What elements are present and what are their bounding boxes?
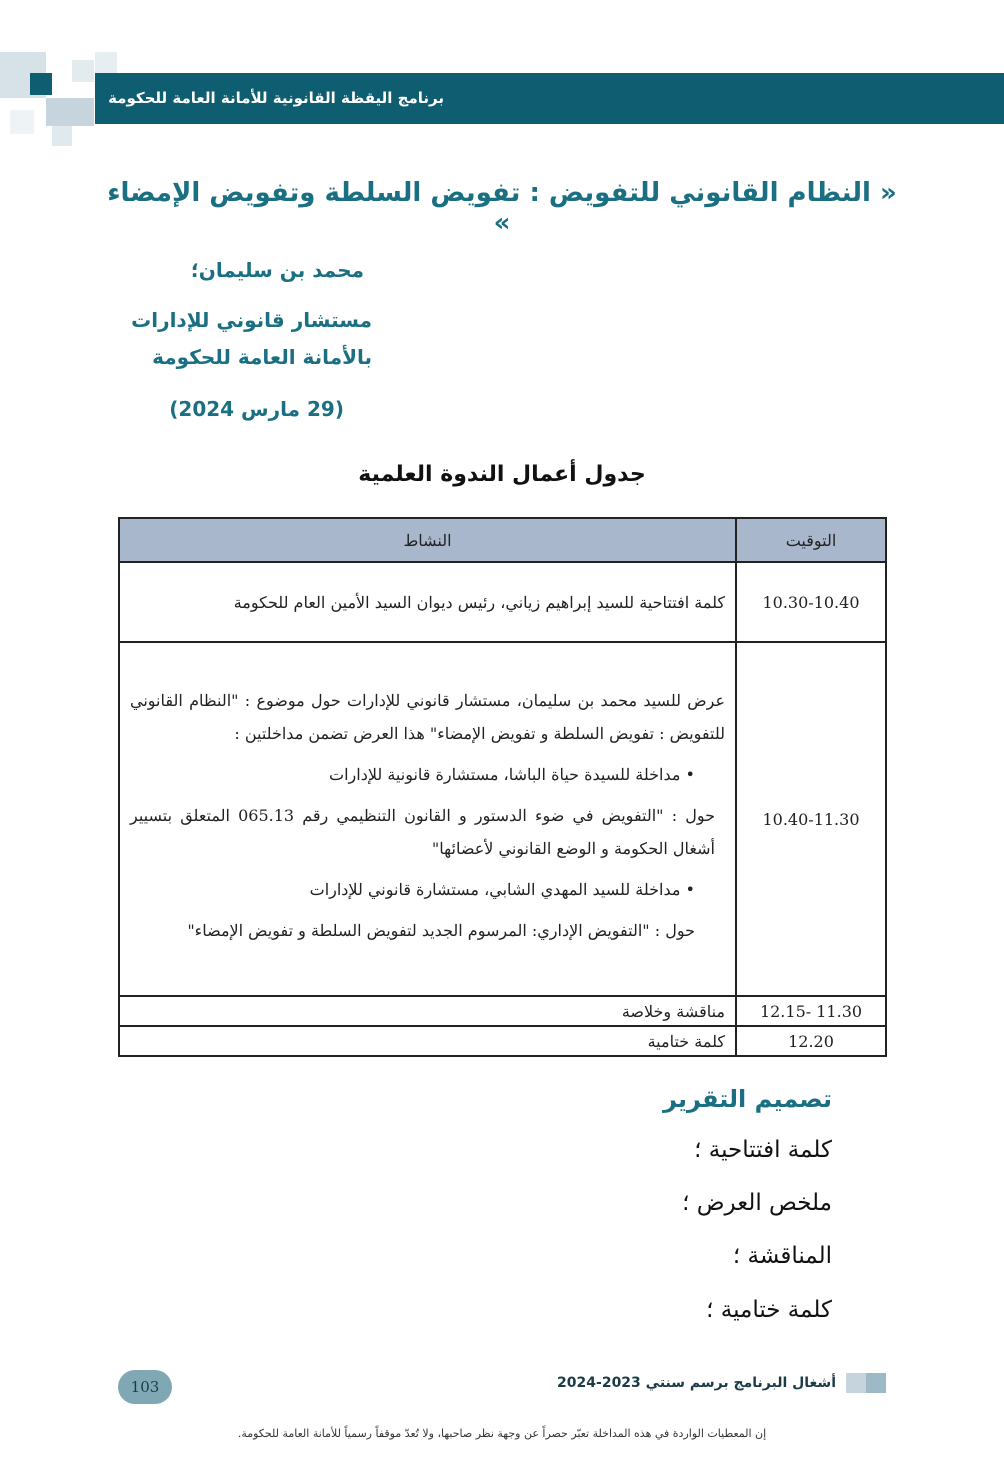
footer-square: [866, 1373, 886, 1393]
running-title: برنامج اليقظة القانونية للأمانة العامة للحكومة: [108, 89, 444, 107]
time-cell: 10.30-10.40: [736, 562, 886, 642]
header-activity: النشاط: [119, 518, 736, 562]
table-row: [119, 996, 886, 1026]
activity-intro: عرض للسيد محمد بن سليمان، مستشار قانوني للإدارات حول موضوع : "النظام القانوني للتفويض : تفويض السلطة و تفويض الإمضاء" هذا العرض تضمن مداخلتين :: [130, 690, 725, 743]
table-header-row: [119, 518, 886, 562]
activity-cell: [119, 642, 736, 996]
bullet-about: حول : "التفويض في ضوء الدستور و القانون التنظيمي رقم 065.13 المتعلق بتسيير أشغال الحكومة و الوضع القانوني لأعضائها": [130, 805, 716, 858]
bullet-about: حول : "التفويض الإداري: المرسوم الجديد لتفويض السلطة و تفويض الإمضاء": [187, 920, 695, 940]
activity-cell: كلمة افتتاحية للسيد إبراهيم زياني، رئيس ديوان السيد الأمين العام للحكومة: [119, 562, 736, 642]
report-item: المناقشة ؛: [732, 1243, 832, 1269]
activity-cell: مناقشة وخلاصة: [119, 996, 736, 1026]
time-cell: 10.40-11.30: [736, 642, 886, 996]
schedule-table: [118, 517, 887, 1057]
time-cell: 12.20: [736, 1026, 886, 1056]
list-item: • مداخلة للسيد المهدي الشابي، مستشارة قانوني للإدارات: [309, 879, 695, 899]
schedule-title: جدول أعمال الندوة العلمية: [358, 462, 646, 487]
page-title: « النظام القانوني للتفويض : تفويض السلطة وتفويض الإمضاء »: [107, 178, 897, 238]
report-item: كلمة ختامية ؛: [706, 1297, 832, 1323]
table-row: [119, 562, 886, 642]
report-item: كلمة افتتاحية ؛: [694, 1137, 832, 1163]
table-row: [119, 1026, 886, 1056]
page-number: 103: [118, 1370, 172, 1404]
footer-square: [846, 1373, 866, 1393]
report-item: ملخص العرض ؛: [682, 1190, 832, 1216]
table-row: [119, 642, 886, 996]
author-role-line2: بالأمانة العامة للحكومة: [152, 345, 372, 369]
disclaimer: إن المعطيات الواردة في هذه المداخلة تعبّر حصراً عن وجهة نظر صاحبها، ولا تُعدّ موقفاً رسمياً للأمانة العامة للحكومة.: [237, 1427, 767, 1440]
footer-text: أشغال البرنامج برسم سنتي 2023-2024: [557, 1375, 836, 1391]
header-time: التوقيت: [736, 518, 886, 562]
list-item: • مداخلة للسيدة حياة الباشا، مستشارة قانونية للإدارات: [329, 764, 695, 784]
author-role-line1: مستشار قانوني للإدارات: [131, 308, 372, 332]
bullet-text: مداخلة للسيدة حياة الباشا، مستشارة قانونية للإدارات: [329, 764, 681, 784]
author-date: (29 مارس 2024): [169, 397, 344, 421]
author-name: محمد بن سليمان؛: [190, 258, 364, 282]
activity-cell: كلمة ختامية: [119, 1026, 736, 1056]
bullet-text: مداخلة للسيد المهدي الشابي، مستشارة قانوني للإدارات: [309, 879, 681, 899]
time-cell: 11.30 -12.15: [736, 996, 886, 1026]
report-heading: تصميم التقرير: [663, 1085, 832, 1113]
